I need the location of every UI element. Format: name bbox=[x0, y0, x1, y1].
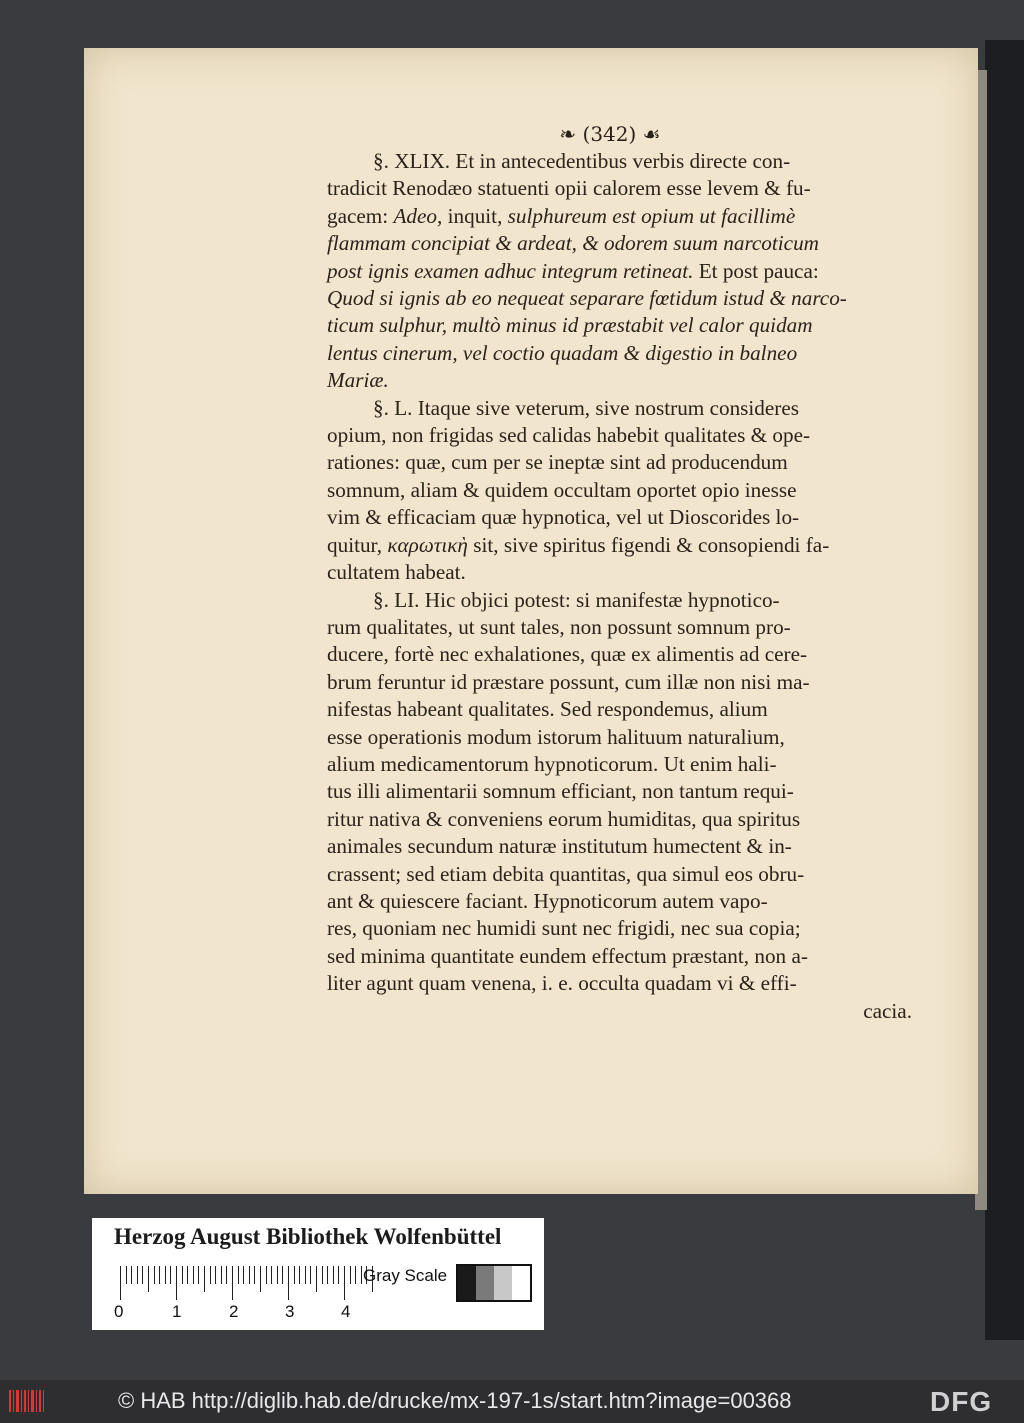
text-line bbox=[327, 203, 912, 230]
ruler-tick bbox=[137, 1266, 138, 1284]
ruler-tick bbox=[305, 1266, 306, 1284]
ruler-tick bbox=[148, 1266, 149, 1292]
ruler-tick bbox=[294, 1266, 295, 1284]
ruler-tick bbox=[170, 1266, 171, 1284]
text-line: res, quoniam nec humidi sunt nec frigidi, nec sua copia; bbox=[327, 916, 801, 941]
ruler-tick bbox=[210, 1266, 211, 1284]
text-line: sed minima quantitate eundem effectum præstant, non a- bbox=[327, 943, 808, 968]
ruler-tick bbox=[344, 1266, 345, 1300]
text-line: animales secundum naturæ institutum humectent & in- bbox=[327, 834, 792, 859]
ruler-tick bbox=[243, 1266, 244, 1284]
ruler-tick bbox=[131, 1266, 132, 1284]
text-line: §. XLIX. Et in antecedentibus verbis directe con- bbox=[373, 149, 791, 173]
ruler-tick bbox=[277, 1266, 278, 1284]
text-line: cultatem habeat. bbox=[327, 560, 466, 585]
page-text bbox=[327, 148, 912, 1025]
gray-scale-swatch bbox=[456, 1264, 532, 1302]
text-line: vim & efficaciam quæ hypnotica, vel ut Dioscorides lo- bbox=[327, 505, 800, 530]
ruler-number: 3 bbox=[285, 1302, 295, 1321]
ruler-tick bbox=[126, 1266, 127, 1284]
ruler-tick bbox=[176, 1266, 177, 1300]
text-run: gacem: bbox=[327, 203, 389, 228]
text-line: ant & quiescere faciant. Hypnoticorum autem vapo- bbox=[327, 888, 768, 913]
page-header bbox=[520, 122, 700, 146]
text-line: §. LI. Hic objici potest: si manifestæ hypnotico- bbox=[373, 587, 780, 612]
ruler-number: 0 bbox=[114, 1302, 124, 1321]
italic-run: Adeo, bbox=[393, 203, 443, 228]
text-line: Quod si ignis ab eo nequeat separare fœtidum istud & narco- bbox=[327, 286, 847, 311]
text-line: brum feruntur id præstare possunt, cum illæ non nisi ma- bbox=[327, 669, 810, 694]
text-line: lentus cinerum, vel coctio quadam & digestio in balneo bbox=[327, 340, 798, 365]
gray-swatch bbox=[458, 1266, 476, 1300]
gray-swatch bbox=[512, 1266, 530, 1300]
binding-shadow bbox=[985, 40, 1024, 1340]
text-line bbox=[327, 532, 912, 559]
ruler-tick bbox=[288, 1266, 289, 1300]
text-run: Et post pauca: bbox=[698, 258, 819, 283]
ruler-tick bbox=[232, 1266, 233, 1300]
ruler-tick bbox=[187, 1266, 188, 1284]
text-line: tradicit Renodæo statuenti opii calorem esse levem & fu- bbox=[327, 176, 811, 201]
ruler-tick bbox=[333, 1266, 334, 1284]
ruler-tick bbox=[322, 1266, 323, 1284]
ruler-tick bbox=[299, 1266, 300, 1284]
text-run: sit, sive spiritus figendi & consopiendi fa- bbox=[473, 532, 830, 557]
gray-scale-label: Gray Scale bbox=[363, 1266, 448, 1285]
ruler-tick bbox=[260, 1266, 261, 1292]
ruler-number: 1 bbox=[172, 1302, 182, 1321]
text-line: ducere, fortè nec exhalationes, quæ ex alimentis ad cere- bbox=[327, 642, 808, 667]
ruler-tick bbox=[327, 1266, 328, 1284]
ruler-tick bbox=[226, 1266, 227, 1284]
gray-swatch bbox=[476, 1266, 494, 1300]
ruler-tick bbox=[361, 1266, 362, 1284]
text-line bbox=[327, 258, 912, 285]
ruler-tick bbox=[142, 1266, 143, 1284]
catchword: cacia. bbox=[863, 998, 912, 1023]
ruler-tick bbox=[271, 1266, 272, 1284]
ruler-tick bbox=[266, 1266, 267, 1284]
ruler-tick bbox=[120, 1266, 121, 1300]
text-line: liter agunt quam venena, i. e. occulta quadam vi & effi- bbox=[327, 971, 797, 996]
ruler-tick bbox=[204, 1266, 205, 1292]
text-line: §. L. Itaque sive veterum, sive nostrum consideres bbox=[373, 395, 799, 420]
ruler-tick bbox=[221, 1266, 222, 1284]
ruler-tick bbox=[254, 1266, 255, 1284]
ruler-tick bbox=[249, 1266, 250, 1284]
text-line: esse operationis modum istorum halituum naturalium, bbox=[327, 724, 785, 749]
text-line: alium medicamentorum hypnoticorum. Ut enim hali- bbox=[327, 751, 777, 776]
ornament-left-icon: ❧ bbox=[559, 122, 577, 146]
text-line: somnum, aliam & quidem occultam oportet opio inesse bbox=[327, 477, 797, 502]
ruler-tick bbox=[215, 1266, 216, 1284]
ornament-right-icon: ☙ bbox=[642, 122, 661, 146]
footer-bar bbox=[0, 1380, 1024, 1423]
text-run: inquit, bbox=[447, 203, 503, 228]
ruler-tick bbox=[238, 1266, 239, 1284]
ruler-tick bbox=[165, 1266, 166, 1284]
ruler-number: 4 bbox=[341, 1302, 351, 1321]
text-line: ritur nativa & conveniens eorum humiditas, qua spiritus bbox=[327, 806, 801, 831]
dfg-logo: DFG bbox=[930, 1386, 993, 1417]
text-line: rationes: quæ, cum per se ineptæ sint ad producendum bbox=[327, 450, 788, 475]
greek-word: καρωτικὴ bbox=[387, 532, 468, 557]
text-line: flammam concipiat & ardeat, & odorem suum narcoticum bbox=[327, 231, 819, 256]
ruler-tick bbox=[310, 1266, 311, 1284]
text-line: opium, non frigidas sed calidas habebit qualitates & ope- bbox=[327, 423, 811, 448]
ruler-tick bbox=[338, 1266, 339, 1284]
page-number: (342) bbox=[582, 122, 637, 146]
ruler-tick bbox=[355, 1266, 356, 1284]
ruler-tick bbox=[198, 1266, 199, 1284]
text-line: nifestas habeant qualitates. Sed respondemus, alium bbox=[327, 697, 768, 722]
text-run: quitur, bbox=[327, 532, 383, 557]
scale-ruler bbox=[120, 1266, 352, 1304]
copyright-url[interactable]: © HAB http://diglib.hab.de/drucke/mx-197-1s/start.htm?image=00368 bbox=[118, 1388, 792, 1413]
text-line: ticum sulphur, multò minus id præstabit vel calor quidam bbox=[327, 313, 813, 338]
ruler-tick bbox=[159, 1266, 160, 1284]
text-line: tus illi alimentarii somnum efficiant, non tantum requi- bbox=[327, 779, 794, 804]
text-line: Mariæ. bbox=[327, 368, 389, 393]
text-line: rum qualitates, ut sunt tales, non possunt somnum pro- bbox=[327, 614, 791, 639]
barcode-icon bbox=[8, 1388, 46, 1414]
text-line: crassent; sed etiam debita quantitas, qua simul eos obru- bbox=[327, 861, 805, 886]
library-label-card bbox=[92, 1218, 544, 1330]
ruler-tick bbox=[316, 1266, 317, 1292]
library-name: Herzog August Bibliothek Wolfenbüttel bbox=[114, 1224, 502, 1249]
gray-swatch bbox=[494, 1266, 512, 1300]
ruler-tick bbox=[154, 1266, 155, 1284]
ruler-tick bbox=[282, 1266, 283, 1284]
ruler-tick bbox=[193, 1266, 194, 1284]
italic-run: post ignis examen adhuc integrum retineat. bbox=[327, 258, 694, 283]
ruler-tick bbox=[182, 1266, 183, 1284]
italic-run: sulphureum est opium ut facillimè bbox=[507, 203, 796, 228]
ruler-tick bbox=[350, 1266, 351, 1284]
ruler-number: 2 bbox=[229, 1302, 239, 1321]
